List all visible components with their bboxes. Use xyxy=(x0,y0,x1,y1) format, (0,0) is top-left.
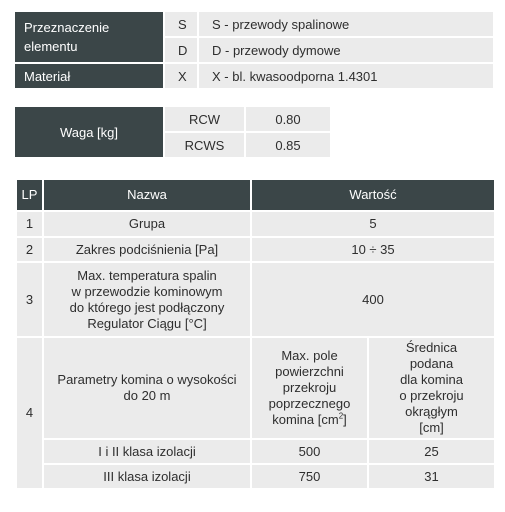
purpose-label-line2: elementu xyxy=(24,39,78,54)
col-b-line1: Średnica xyxy=(405,340,458,355)
header-value: Wartość xyxy=(251,179,495,211)
col-a-close: ] xyxy=(343,412,347,427)
table-row xyxy=(16,211,495,237)
subrow1-name: I i II klasa izolacji xyxy=(43,439,251,464)
subrow2-name: III klasa izolacji xyxy=(43,464,251,489)
row4-name xyxy=(43,337,251,439)
col-a-line3: przekroju xyxy=(282,380,337,395)
row4-col-b-header xyxy=(368,337,495,439)
weight-name-rcw: RCW xyxy=(188,111,221,127)
row4-col-a-header xyxy=(251,337,368,439)
row3-lp: 3 xyxy=(16,262,43,337)
table-row xyxy=(16,464,495,489)
table-row xyxy=(16,337,495,439)
row2-name: Zakres podciśnienia [Pa] xyxy=(43,237,251,262)
subrow1-a: 500 xyxy=(251,439,368,464)
row2-value: 10 ÷ 35 xyxy=(251,237,495,262)
col-a-line1: Max. pole xyxy=(281,348,338,363)
col-b-line2: podana xyxy=(409,356,454,371)
purpose-label-cell xyxy=(15,12,163,62)
col-b-line3: dla komina xyxy=(400,372,463,387)
row2-lp: 2 xyxy=(16,237,43,262)
table-row xyxy=(16,262,495,337)
col-b-line6: [cm] xyxy=(419,420,444,435)
row1-name: Grupa xyxy=(43,211,251,237)
row1-lp: 1 xyxy=(16,211,43,237)
col-a-line4: poprzecznego xyxy=(268,396,351,411)
weight-value-cell-rcw xyxy=(246,107,330,131)
desc-cell-d xyxy=(199,38,493,62)
row3-name-line4: Regulator Ciągu [°C] xyxy=(87,315,207,331)
weight-name-rcws: RCWS xyxy=(184,137,225,153)
desc-d: D - przewody dymowe xyxy=(212,42,341,58)
row3-name-line1: Max. temperatura spalin xyxy=(77,267,217,283)
weight-name-cell-rcw xyxy=(165,107,244,131)
weight-value-rcw: 0.80 xyxy=(275,111,301,127)
material-desc: X - bl. kwasoodporna 1.4301 xyxy=(212,68,378,84)
parameters-table xyxy=(15,178,496,490)
material-label: Materiał xyxy=(24,68,71,84)
weight-label: Waga [kg] xyxy=(59,124,119,140)
header-lp: LP xyxy=(16,179,43,211)
col-a-line2: powierzchni xyxy=(275,364,344,379)
subrow1-b: 25 xyxy=(368,439,495,464)
table-row xyxy=(16,439,495,464)
row4-lp: 4 xyxy=(16,337,43,489)
col-a-sup: 2 xyxy=(338,411,344,421)
table-header-row xyxy=(16,179,495,211)
header-name: Nazwa xyxy=(43,179,251,211)
subrow2-b: 31 xyxy=(368,464,495,489)
col-a-line5 xyxy=(256,412,363,428)
row3-name-line3: do którego jest podłączony xyxy=(69,299,225,315)
desc-cell-s xyxy=(199,12,493,36)
row3-value: 400 xyxy=(251,262,495,337)
purpose-label-line1: Przeznaczenie xyxy=(24,20,110,35)
material-label-cell xyxy=(15,64,163,88)
code-cell-s xyxy=(165,12,197,36)
weight-name-cell-rcws xyxy=(165,133,244,157)
code-cell-d xyxy=(165,38,197,62)
weight-value-cell-rcws xyxy=(246,133,330,157)
col-b-line4: o przekroju xyxy=(399,388,464,403)
col-a-line5-text: komina [cm xyxy=(272,412,339,427)
weight-label-cell xyxy=(15,107,163,157)
row1-value: 5 xyxy=(251,211,495,237)
row4-name-line1: Parametry komina o wysokości xyxy=(57,372,237,387)
code-s: S xyxy=(178,16,187,32)
material-desc-cell xyxy=(199,64,493,88)
subrow2-a: 750 xyxy=(251,464,368,489)
material-code-cell xyxy=(165,64,197,88)
row4-name-line2: do 20 m xyxy=(123,388,171,403)
row3-name-line2: w przewodzie kominowym xyxy=(71,283,223,299)
row3-name xyxy=(43,262,251,337)
weight-value-rcws: 0.85 xyxy=(275,137,301,153)
code-d: D xyxy=(178,42,188,58)
table-row xyxy=(16,237,495,262)
col-b-line5: okrągłym xyxy=(405,404,458,419)
material-code: X xyxy=(178,68,187,84)
desc-s: S - przewody spalinowe xyxy=(212,16,350,32)
